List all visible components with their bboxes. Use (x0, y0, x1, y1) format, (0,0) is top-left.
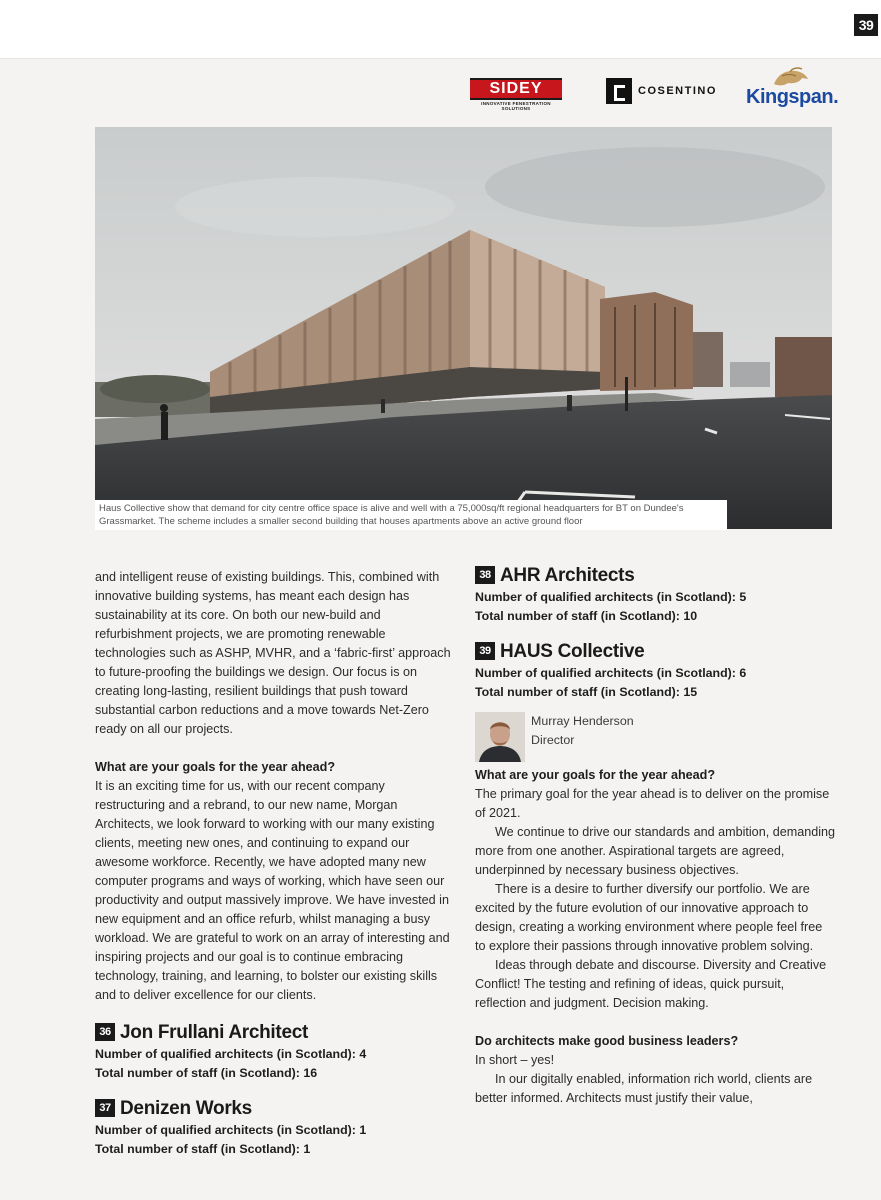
page-number: 39 (854, 14, 878, 36)
firm-entry-39 (475, 638, 835, 702)
rank-badge: 37 (95, 1099, 115, 1117)
firm-entry-38 (475, 562, 835, 626)
rank-badge: 39 (475, 642, 495, 660)
leaders-question: Do architects make good business leaders? (475, 1034, 739, 1048)
goals-answer-paragraph: We continue to drive our standards and ambition, demanding more from one another. Aspirational targets are agreed, underpinned by necessary business objectives. (475, 825, 836, 877)
goals-question: What are your goals for the year ahead? (475, 768, 716, 782)
person-details (531, 712, 634, 762)
leaders-answer-paragraph: In our digitally enabled, information rich world, clients are better informed. Architects must justify their value, (475, 1072, 813, 1105)
firm-entry-36 (95, 1019, 457, 1083)
sidey-logo-wordmark: SIDEY (470, 78, 562, 100)
person-role: Director (531, 733, 575, 747)
architects-count: Number of qualified architects (in Scotland): 4 (95, 1047, 367, 1061)
rank-badge: 36 (95, 1023, 115, 1041)
architects-count: Number of qualified architects (in Scotland): 6 (475, 666, 747, 680)
kingspan-lion-icon (768, 66, 812, 88)
page-header (0, 0, 881, 59)
person-name: Murray Henderson (531, 714, 634, 728)
kingspan-logo (744, 66, 839, 110)
goals-answer-paragraph: There is a desire to further diversify our portfolio. We are excited by the future evolution of our innovative approach to design, creating a working environment where people feel free to explore their passions through innovative problem solving. (475, 882, 823, 953)
firm-name: Denizen Works (120, 1097, 252, 1119)
firm-heading (95, 1019, 457, 1045)
avatar (475, 712, 525, 762)
architects-count: Number of qualified architects (in Scotland): 5 (475, 590, 747, 604)
goals-answer: It is an exciting time for us, with our recent company restructuring and a rebrand, to our new name, Morgan Architects, we look forward to working with our many existing clients, meeting new ones, and continuing to expand our awesome workforce. Recently, we have adopted many new computer programs and ways of working, which have seen our productivity and output massively improve. We have invested in new equipment and an office refurb, whilst managing a busy workload. We are grateful to work on an array of interesting and inspiring projects and our goal is to continue embracing technology, training, and learning, to bolster our existing skills and to deliver excellence for our clients. (95, 779, 450, 1002)
architects-count: Number of qualified architects (in Scotland): 1 (95, 1123, 367, 1137)
intro-paragraph: and intelligent reuse of existing buildings. This, combined with innovative building systems, has meant each design has sustainability at its core. On both our new-build and refurbishment projects, we are promoting renewable technologies such as ASHP, MVHR, and a ‘fabric-first’ approach to future-proofing the buildings we design. Our focus is on creating long-lasting, resilient buildings that push toward substantial carbon reductions and a move towards Net-Zero ready on all our projects. (95, 570, 451, 736)
staff-count: Total number of staff (in Scotland): 10 (475, 609, 698, 623)
sidey-logo (470, 78, 562, 111)
firm-name: HAUS Collective (500, 640, 645, 662)
goals-question: What are your goals for the year ahead? (95, 760, 336, 774)
firm-heading (95, 1095, 457, 1121)
firm-heading (475, 562, 835, 588)
firm-heading (475, 638, 835, 664)
building-photo (95, 127, 832, 529)
cosentino-logo-wordmark: COSENTINO (638, 85, 717, 97)
leaders-answer-paragraph: In short – yes! (475, 1053, 555, 1067)
goals-answer-paragraph: Ideas through debate and discourse. Diversity and Creative Conflict! The testing and refining of ideas, quick pursuit, reflection and judgment. Decision making. (475, 958, 827, 1010)
left-column (95, 568, 457, 1159)
staff-count: Total number of staff (in Scotland): 15 (475, 685, 698, 699)
firm-entry-37 (95, 1095, 457, 1159)
sidey-logo-tagline: INNOVATIVE FENESTRATION SOLUTIONS (481, 101, 551, 111)
right-column (475, 562, 835, 1108)
cosentino-mark-icon (606, 78, 632, 104)
kingspan-logo-wordmark: Kingspan. (746, 86, 839, 108)
staff-count: Total number of staff (in Scotland): 16 (95, 1066, 318, 1080)
goals-answer-paragraph: The primary goal for the year ahead is to deliver on the promise of 2021. (475, 787, 830, 820)
firm-name: Jon Frullani Architect (120, 1021, 309, 1043)
director-profile (475, 712, 835, 762)
cosentino-logo (606, 78, 717, 104)
photo-caption: Haus Collective show that demand for city centre office space is alive and well with a 75,000sq/ft regional headquarters for BT on Dundee's Grassmarket. The scheme includes a smaller second building that houses apartments above an active ground floor (95, 500, 727, 530)
staff-count: Total number of staff (in Scotland): 1 (95, 1142, 311, 1156)
firm-name: AHR Architects (500, 564, 635, 586)
rank-badge: 38 (475, 566, 495, 584)
